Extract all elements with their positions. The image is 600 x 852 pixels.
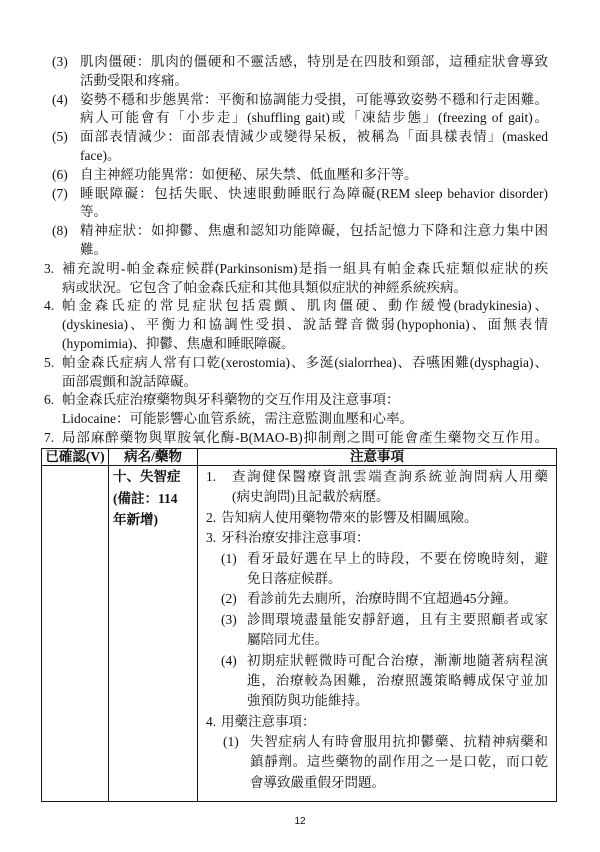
item-text	[80, 128, 548, 166]
note-item	[0, 391, 600, 429]
table-header-confirmed: 已確認(V)	[42, 449, 109, 466]
item-marker: (5)	[52, 129, 68, 145]
note-text	[62, 354, 548, 392]
precaution-item	[206, 528, 548, 712]
precaution-marker: 2.	[206, 509, 217, 525]
subitem-text	[250, 732, 548, 793]
note-text	[62, 391, 548, 429]
text-line: 活動受限和疼痛。	[80, 72, 188, 88]
text-line: 診間環境盡量能安靜舒適，且有主要照顧者或家	[247, 611, 548, 627]
note-marker: 4.	[44, 298, 55, 314]
text-line: (病史詢問)且記載於病歷。	[232, 489, 390, 505]
subitem-text	[247, 610, 548, 651]
subitem-marker: (1)	[221, 550, 237, 566]
item-text	[80, 91, 548, 129]
note-item	[0, 297, 600, 353]
text-line: 屬陪同尤佳。	[247, 632, 328, 648]
disease-cell	[109, 466, 198, 802]
precaution-item	[206, 712, 548, 794]
precaution-subitem	[221, 610, 548, 651]
item-marker: (7)	[52, 185, 68, 201]
precaution-text	[221, 712, 548, 732]
symptom-list	[0, 53, 600, 260]
text-line: 補充說明-帕金森症候群(Parkinsonism)是指一組具有帕金森氏症類似症狀的疾	[62, 260, 548, 276]
symptom-item	[0, 128, 600, 166]
subitem-marker: (1)	[223, 734, 239, 750]
precautions-table	[41, 448, 557, 802]
precaution-item	[206, 508, 548, 528]
precaution-marker: 4.	[206, 713, 217, 729]
text-line: 初期症狀輕微時可配合治療，漸漸地隨著病程演	[247, 652, 548, 668]
text-line: (hypomimia)、抑鬱、焦慮和睡眠障礙。	[62, 335, 295, 351]
symptom-item	[0, 185, 600, 223]
notes-list	[0, 260, 600, 448]
text-line: Lidocaine：可能影響心血管系統，需注意監測血壓和心率。	[62, 411, 413, 427]
text-line: 睡眠障礙：包括失眠、快速眼動睡眠行為障礙(REM sleep behavior disorder)	[80, 185, 548, 201]
item-marker: (3)	[52, 54, 68, 69]
symptom-item	[0, 53, 600, 91]
note-marker: 6.	[44, 392, 55, 408]
note-marker: 5.	[44, 354, 55, 370]
text-line: 用藥注意事項：	[221, 713, 316, 729]
text-line: 等。	[80, 204, 107, 220]
item-text	[80, 222, 548, 260]
text-line: 面部表情減少：面部表情減少或變得呆板，被稱為「面具樣表情」(masked	[80, 129, 548, 145]
text-line: 帕金森氏症的常見症狀包括震顫、肌肉僵硬、動作緩慢(bradykinesia)、	[62, 298, 548, 314]
item-marker: (6)	[52, 166, 68, 182]
precaution-subitem	[223, 732, 548, 793]
text-line: 看診前先去廁所，治療時間不宜超過45分鐘。	[247, 591, 517, 607]
item-marker: (4)	[52, 91, 68, 107]
text-line: 牙科治療安排注意事項：	[221, 530, 370, 546]
precautions-cell	[198, 466, 557, 802]
table-header-row	[42, 449, 557, 466]
symptom-item	[0, 91, 600, 129]
precaution-marker: 3.	[206, 530, 217, 546]
text-line: 告知病人使用藥物帶來的影響及相關風險。	[221, 509, 478, 525]
item-text	[80, 53, 548, 91]
text-line: 失智症病人有時會服用抗抑鬱藥、抗精神病藥和	[250, 734, 548, 750]
item-text	[80, 185, 548, 223]
text-line: 會導致嚴重假牙問題。	[250, 774, 385, 790]
text-line: 肌肉僵硬：肌肉的僵硬和不靈活感，特別是在四肢和頸部，這種症狀會導致	[80, 54, 548, 69]
text-line: 強預防與功能維持。	[247, 693, 369, 709]
symptom-item	[0, 166, 600, 185]
note-text	[62, 297, 548, 353]
item-text	[80, 166, 548, 185]
text-line: 病人可能會有「小步走」(shuffling gait)或「凍結步態」(freezing of gait)。	[80, 110, 548, 126]
subitem-marker: (3)	[221, 611, 237, 627]
table-row	[42, 466, 557, 802]
subitem-marker: (2)	[221, 591, 237, 607]
item-marker: (8)	[52, 223, 68, 239]
precaution-item	[206, 467, 548, 508]
text-line: 自主神經功能異常：如便秘、尿失禁、低血壓和多汗等。	[80, 166, 418, 182]
note-item	[0, 429, 600, 448]
subitem-text	[247, 651, 548, 712]
note-item	[0, 260, 600, 298]
subitem-text	[247, 589, 548, 609]
text-line: 面部震顫和說話障礙。	[62, 373, 197, 389]
symptom-item	[0, 222, 600, 260]
text-line: face)。	[80, 147, 121, 163]
precaution-text	[221, 508, 548, 528]
precaution-marker: 1.	[206, 469, 217, 484]
text-line: 局部麻醉藥物與單胺氧化酶-B(MAO-B)抑制劑之間可能會產生藥物交互作用。	[62, 429, 548, 445]
precaution-subitem	[221, 549, 548, 590]
note-text	[62, 429, 548, 448]
text-line: 難。	[80, 241, 107, 257]
precaution-text	[232, 467, 548, 508]
disease-note-line: 年新增)	[113, 512, 158, 527]
subitem-marker: (4)	[221, 652, 237, 668]
text-line: 帕金森氏症治療藥物與牙科藥物的交互作用及注意事項：	[62, 392, 400, 408]
text-line: 鎮靜劑。這些藥物的副作用之一是口乾，而口乾	[250, 754, 548, 770]
precaution-subitem	[221, 589, 548, 609]
precaution-subitem	[221, 651, 548, 712]
text-line: 病或狀況。它包含了帕金森氏症和其他具類似症狀的神經系統疾病。	[62, 279, 467, 295]
subitem-text	[247, 549, 548, 590]
note-text	[62, 260, 548, 298]
precaution-text	[221, 528, 548, 548]
page-number: 12	[294, 816, 306, 827]
document-body	[0, 53, 600, 448]
text-line: 查詢健保醫療資訊雲端查詢系統並詢問病人用藥	[232, 469, 548, 484]
note-marker: 3.	[44, 260, 55, 276]
confirmed-cell	[42, 466, 109, 802]
table-header-precautions: 注意事項	[198, 449, 557, 466]
text-line: 看牙最好選在早上的時段，不要在傍晚時刻，避	[247, 550, 548, 566]
note-item	[0, 354, 600, 392]
text-line: 精神症狀：如抑鬱、焦慮和認知功能障礙，包括記憶力下降和注意力集中困	[80, 223, 548, 239]
disease-name-line: 十、失智症	[113, 469, 181, 484]
text-line: 進，治療較為困難，治療照護策略轉成保守並加	[247, 672, 548, 688]
disease-note-line: (備註：114	[113, 490, 178, 506]
table-header-disease-drug: 病名/藥物	[109, 449, 198, 466]
text-line: 免日落症候群。	[247, 570, 342, 586]
note-marker: 7.	[44, 429, 55, 445]
text-line: 姿勢不穩和步態異常：平衡和協調能力受損，可能導致姿勢不穩和行走困難。	[80, 91, 548, 107]
text-line: 帕金森氏症病人常有口乾(xerostomia)、多涎(sialorrhea)、吞嚥困難(dysphagia)、	[62, 354, 548, 370]
text-line: (dyskinesia)、平衡力和協調性受損、說話聲音微弱(hypophonia)、面無表情	[62, 317, 548, 333]
